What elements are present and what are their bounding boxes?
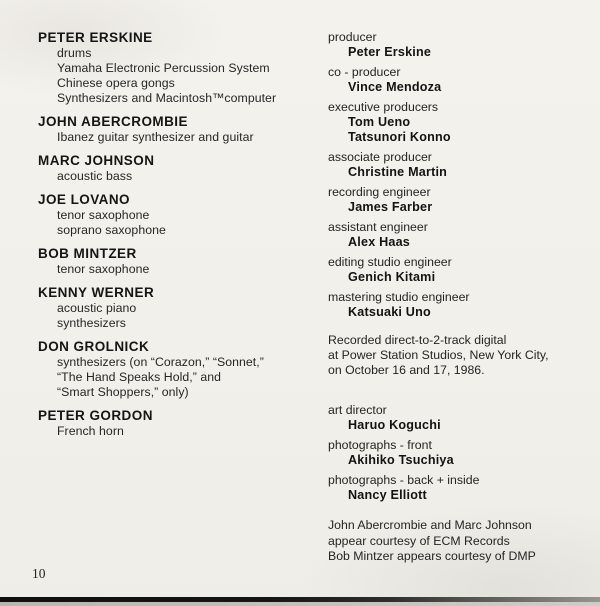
credit-name: Haruo Koguchi (348, 418, 441, 432)
credit-name: Nancy Elliott (348, 488, 427, 502)
credit-name: Katsuaki Uno (348, 305, 431, 319)
credit-role: photographs - front (328, 438, 432, 452)
musician-name: JOE LOVANO (38, 192, 131, 207)
musician-name: PETER GORDON (38, 408, 153, 423)
personnel-entry (38, 284, 316, 331)
musician-name: PETER ERSKINE (38, 30, 153, 45)
courtesy-note (328, 518, 594, 565)
credit-entry (328, 290, 594, 320)
recording-note-line: Recorded direct-to-2-track digital (328, 333, 507, 347)
instrument-line: synthesizers (on “Corazon,” “Sonnet,” (57, 355, 264, 369)
credit-name: Vince Mendoza (348, 80, 442, 94)
credit-name: Akihiko Tsuchiya (348, 453, 454, 467)
courtesy-line: Bob Mintzer appears courtesy of DMP (328, 549, 536, 563)
credit-entry (328, 403, 594, 433)
credit-role: art director (328, 403, 387, 417)
personnel-entry (38, 152, 316, 184)
credit-entry (328, 255, 594, 285)
recording-note-line: on October 16 and 17, 1986. (328, 363, 485, 377)
musician-name: MARC JOHNSON (38, 153, 155, 168)
instrument-line: “Smart Shoppers,” only) (57, 385, 189, 399)
instrument-line: Ibanez guitar synthesizer and guitar (57, 130, 254, 144)
credit-name: Christine Martin (348, 165, 448, 179)
credit-name: Genich Kitami (348, 270, 436, 284)
credit-name: Alex Haas (348, 235, 411, 249)
credit-entry (328, 438, 594, 468)
personnel-entry (38, 407, 316, 439)
page-number: 10 (32, 566, 46, 581)
credit-name: Peter Erskine (348, 45, 432, 59)
credits-column (328, 30, 594, 565)
instrument-line: Yamaha Electronic Percussion System (57, 61, 270, 75)
credit-name: Tatsunori Konno (348, 130, 451, 144)
recording-note (328, 333, 594, 378)
instrument-line: drums (57, 46, 92, 60)
art-credits (328, 403, 594, 503)
personnel-entry (38, 113, 316, 145)
courtesy-line: appear courtesy of ECM Records (328, 533, 510, 548)
musician-name: DON GROLNICK (38, 339, 150, 354)
personnel-entry (38, 338, 316, 400)
instrument-line: tenor saxophone (57, 208, 150, 222)
credit-role: editing studio engineer (328, 255, 452, 269)
credit-role: assistant engineer (328, 220, 428, 234)
credit-role: mastering studio engineer (328, 290, 470, 304)
credit-entry (328, 473, 594, 503)
personnel-column (38, 29, 316, 446)
instrument-line: Synthesizers and Macintosh™computer (57, 91, 277, 105)
credit-role: co - producer (328, 65, 401, 79)
instrument-line: synthesizers (57, 316, 126, 330)
musician-name: KENNY WERNER (38, 285, 155, 300)
credit-name: Tom Ueno (348, 115, 411, 129)
personnel-entry (38, 191, 316, 238)
personnel-entry (38, 245, 316, 277)
scan-edge-below (0, 602, 600, 606)
courtesy-line: John Abercrombie and Marc Johnson (328, 518, 532, 532)
credit-entry (328, 150, 594, 180)
instrument-line: acoustic piano (57, 301, 137, 315)
credit-entry (328, 65, 594, 95)
musician-name: JOHN ABERCROMBIE (38, 114, 188, 129)
credit-entry (328, 30, 594, 60)
musician-name: BOB MINTZER (38, 246, 137, 261)
recording-note-line: at Power Station Studios, New York City, (328, 348, 549, 362)
instrument-line: Chinese opera gongs (57, 76, 175, 90)
instrument-line: French horn (57, 424, 124, 438)
credit-role: producer (328, 30, 377, 44)
credit-entry (328, 220, 594, 250)
credit-entry (328, 100, 594, 145)
credit-role: recording engineer (328, 185, 431, 199)
credit-entry (328, 185, 594, 215)
instrument-line: soprano saxophone (57, 223, 166, 237)
instrument-line: “The Hand Speaks Hold,” and (57, 370, 222, 384)
instrument-line: acoustic bass (57, 169, 133, 183)
personnel-entry (38, 29, 316, 106)
credit-role: photographs - back + inside (328, 473, 480, 487)
credit-name: James Farber (348, 200, 433, 214)
credit-role: executive producers (328, 100, 439, 114)
credit-role: associate producer (328, 150, 432, 164)
instrument-line: tenor saxophone (57, 262, 150, 276)
